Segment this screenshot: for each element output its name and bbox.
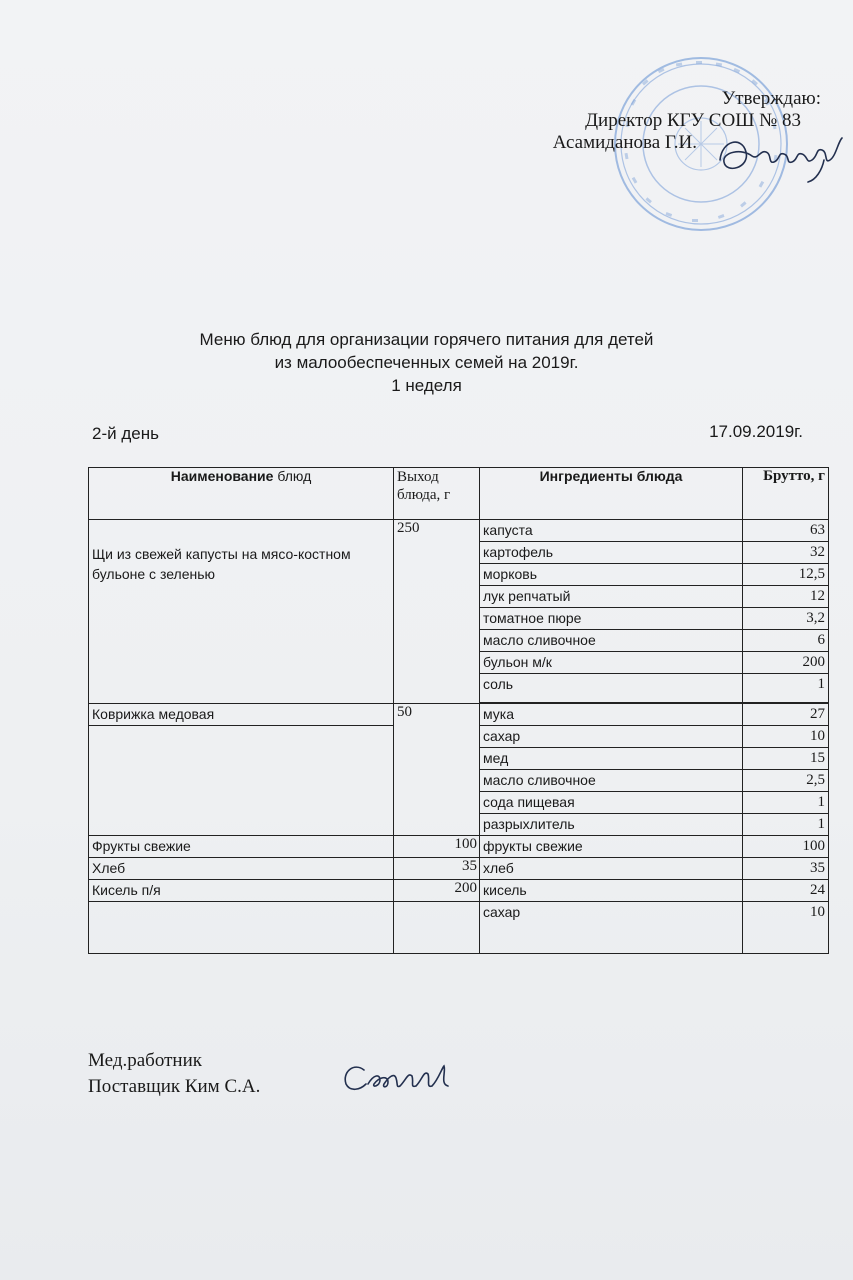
ingredient: соль	[480, 674, 743, 703]
gross-weight: 32	[743, 542, 829, 564]
gross-weight: 6	[743, 630, 829, 652]
empty-cell	[394, 902, 480, 954]
date-label: 17.09.2019г.	[709, 422, 803, 441]
table-header-row	[89, 468, 829, 520]
gross-weight: 200	[743, 652, 829, 674]
dish-output: 250	[394, 520, 480, 704]
director-signature	[712, 130, 847, 185]
table-row	[89, 836, 829, 858]
day-label: 2-й день	[92, 424, 159, 443]
ingredient: масло сливочное	[480, 770, 743, 792]
header-dish-name	[89, 468, 394, 520]
ingredient: лук репчатый	[480, 586, 743, 608]
dish-name: Кисель п/я	[89, 880, 394, 902]
footer-medic: Мед.работник	[88, 1050, 202, 1071]
gross-weight: 1	[743, 674, 829, 703]
title-line-1: Меню блюд для организации горячего питания для детей	[199, 330, 654, 349]
gross-weight: 24	[743, 880, 829, 902]
approval-name: Асамиданова Г.И.	[552, 132, 697, 153]
table-row	[89, 704, 829, 726]
gross-weight: 15	[743, 748, 829, 770]
ingredient: масло сливочное	[480, 630, 743, 652]
header-gross: Брутто, г	[743, 468, 829, 520]
header-output: Выход блюда, г	[394, 468, 480, 520]
ingredient: фрукты свежие	[480, 836, 743, 858]
dish-output: 35	[394, 858, 480, 880]
gross-weight: 1	[743, 814, 829, 836]
ingredient: мука	[480, 704, 743, 726]
table-row	[89, 880, 829, 902]
menu-table	[88, 467, 829, 954]
approval-heading: Утверждаю:	[721, 88, 821, 109]
gross-weight: 27	[743, 704, 829, 726]
ingredient: разрыхлитель	[480, 814, 743, 836]
dish-output: 50	[394, 704, 480, 836]
table-row	[89, 902, 829, 954]
ingredient: кисель	[480, 880, 743, 902]
table-row	[89, 858, 829, 880]
gross-weight: 12	[743, 586, 829, 608]
gross-weight: 63	[743, 520, 829, 542]
ingredient: сахар	[480, 902, 743, 954]
supplier-signature	[340, 1058, 460, 1100]
ingredient: морковь	[480, 564, 743, 586]
dish-name: Щи из свежей капусты на мясо-костном бульоне с зеленью	[92, 546, 351, 582]
dish-output: 200	[394, 880, 480, 902]
header-dish-name-bold: Наименование	[170, 468, 274, 484]
gross-weight: 2,5	[743, 770, 829, 792]
gross-weight: 10	[743, 726, 829, 748]
gross-weight: 100	[743, 836, 829, 858]
empty-cell	[89, 726, 394, 836]
footer-supplier: Поставщик Ким С.А.	[88, 1076, 261, 1097]
gross-weight: 3,2	[743, 608, 829, 630]
document-title	[0, 328, 853, 397]
approval-position: Директор КГУ СОШ № 83	[585, 110, 801, 131]
gross-weight: 12,5	[743, 564, 829, 586]
title-line-3: 1 неделя	[391, 376, 462, 395]
header-dish-name-normal: блюд	[277, 468, 312, 484]
gross-weight: 10	[743, 902, 829, 954]
ingredient: сахар	[480, 726, 743, 748]
title-line-2: из малообеспеченных семей на 2019г.	[274, 353, 579, 372]
dish-name: Фрукты свежие	[89, 836, 394, 858]
header-ingredients: Ингредиенты блюда	[480, 468, 743, 520]
empty-cell	[89, 902, 394, 954]
dish-name-cell	[89, 520, 394, 704]
footer-block	[88, 1048, 260, 1100]
gross-weight: 35	[743, 858, 829, 880]
table-row	[89, 520, 829, 542]
dish-output: 100	[394, 836, 480, 858]
dish-name: Хлеб	[89, 858, 394, 880]
ingredient: мед	[480, 748, 743, 770]
ingredient: сода пищевая	[480, 792, 743, 814]
ingredient: томатное пюре	[480, 608, 743, 630]
gross-weight: 1	[743, 792, 829, 814]
dish-name: Коврижка медовая	[89, 704, 394, 726]
ingredient: капуста	[480, 520, 743, 542]
ingredient: хлеб	[480, 858, 743, 880]
ingredient: картофель	[480, 542, 743, 564]
ingredient: бульон м/к	[480, 652, 743, 674]
